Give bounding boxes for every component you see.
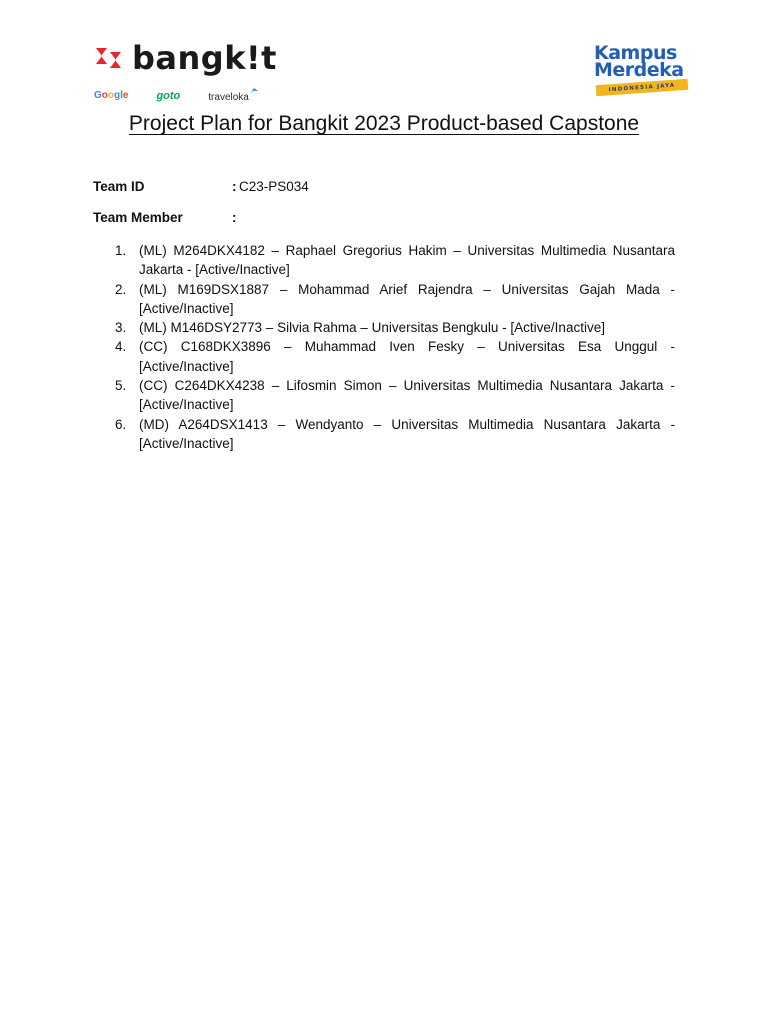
list-item (93, 376, 675, 415)
traveloka-logo (208, 88, 258, 103)
list-item-text: (ML) M169DSX1887 – Mohammad Arief Rajendra – Universitas Gajah Mada - [Active/Inactive] (139, 281, 675, 316)
list-item (93, 280, 675, 319)
bangkit-logo (94, 39, 277, 77)
google-logo (94, 90, 128, 101)
list-item-text: (CC) C264DKX4238 – Lifosmin Simon – Universitas Multimedia Nusantara Jakarta - [Active/Inactive] (139, 378, 675, 413)
list-item-text: (CC) C168DKX3896 – Muhammad Iven Fesky – Universitas Esa Unggul - [Active/Inactive] (139, 339, 675, 374)
team-id-colon: : (232, 179, 237, 194)
goto-logo: goto (156, 89, 181, 102)
bangkit-mark-icon (94, 44, 124, 72)
list-item-number: 4. (115, 339, 127, 355)
list-item-text: (ML) M264DKX4182 – Raphael Gregorius Hakim – Universitas Multimedia Nusantara Jakarta - [Active/Inactive] (139, 243, 675, 278)
kampus-merdeka-line1: Kampus (594, 42, 677, 64)
document-title (0, 112, 768, 136)
list-item-number: 1. (115, 243, 127, 258)
list-item (93, 415, 675, 454)
list-item (93, 337, 675, 376)
team-member-list (93, 241, 675, 453)
kampus-merdeka-banner (596, 79, 689, 96)
team-id-label: Team ID (93, 179, 145, 194)
list-item-number: 6. (115, 416, 127, 432)
list-item-number: 3. (115, 320, 127, 336)
team-member-colon: : (232, 210, 237, 225)
list-item (93, 318, 675, 337)
list-item-number: 5. (115, 378, 127, 394)
team-member-label: Team Member (93, 210, 183, 225)
bangkit-wordmark: bangk!t (132, 39, 277, 77)
document-title-text: Project Plan for Bangkit 2023 Product-based Capstone (128, 112, 640, 135)
kampus-merdeka-tagline: INDONESIA JAYA (608, 82, 676, 93)
list-item-text: (MD) A264DSX1413 – Wendyanto – Universitas Multimedia Nusantara Jakarta - [Active/Inactive] (139, 416, 675, 451)
list-item-text: (ML) M146DSY2773 – Silvia Rahma – Universitas Bengkulu - [Active/Inactive] (139, 320, 605, 336)
list-item (93, 241, 675, 280)
traveloka-wordmark: traveloka (208, 92, 249, 103)
partner-logos (94, 88, 286, 103)
list-item-number: 2. (115, 281, 127, 297)
google-wordmark: Google (94, 90, 129, 101)
kampus-merdeka-logo (588, 44, 692, 100)
team-id-value: C23-PS034 (239, 179, 309, 194)
traveloka-bird-icon (250, 88, 258, 96)
kampus-merdeka-line2: Merdeka (594, 59, 684, 81)
